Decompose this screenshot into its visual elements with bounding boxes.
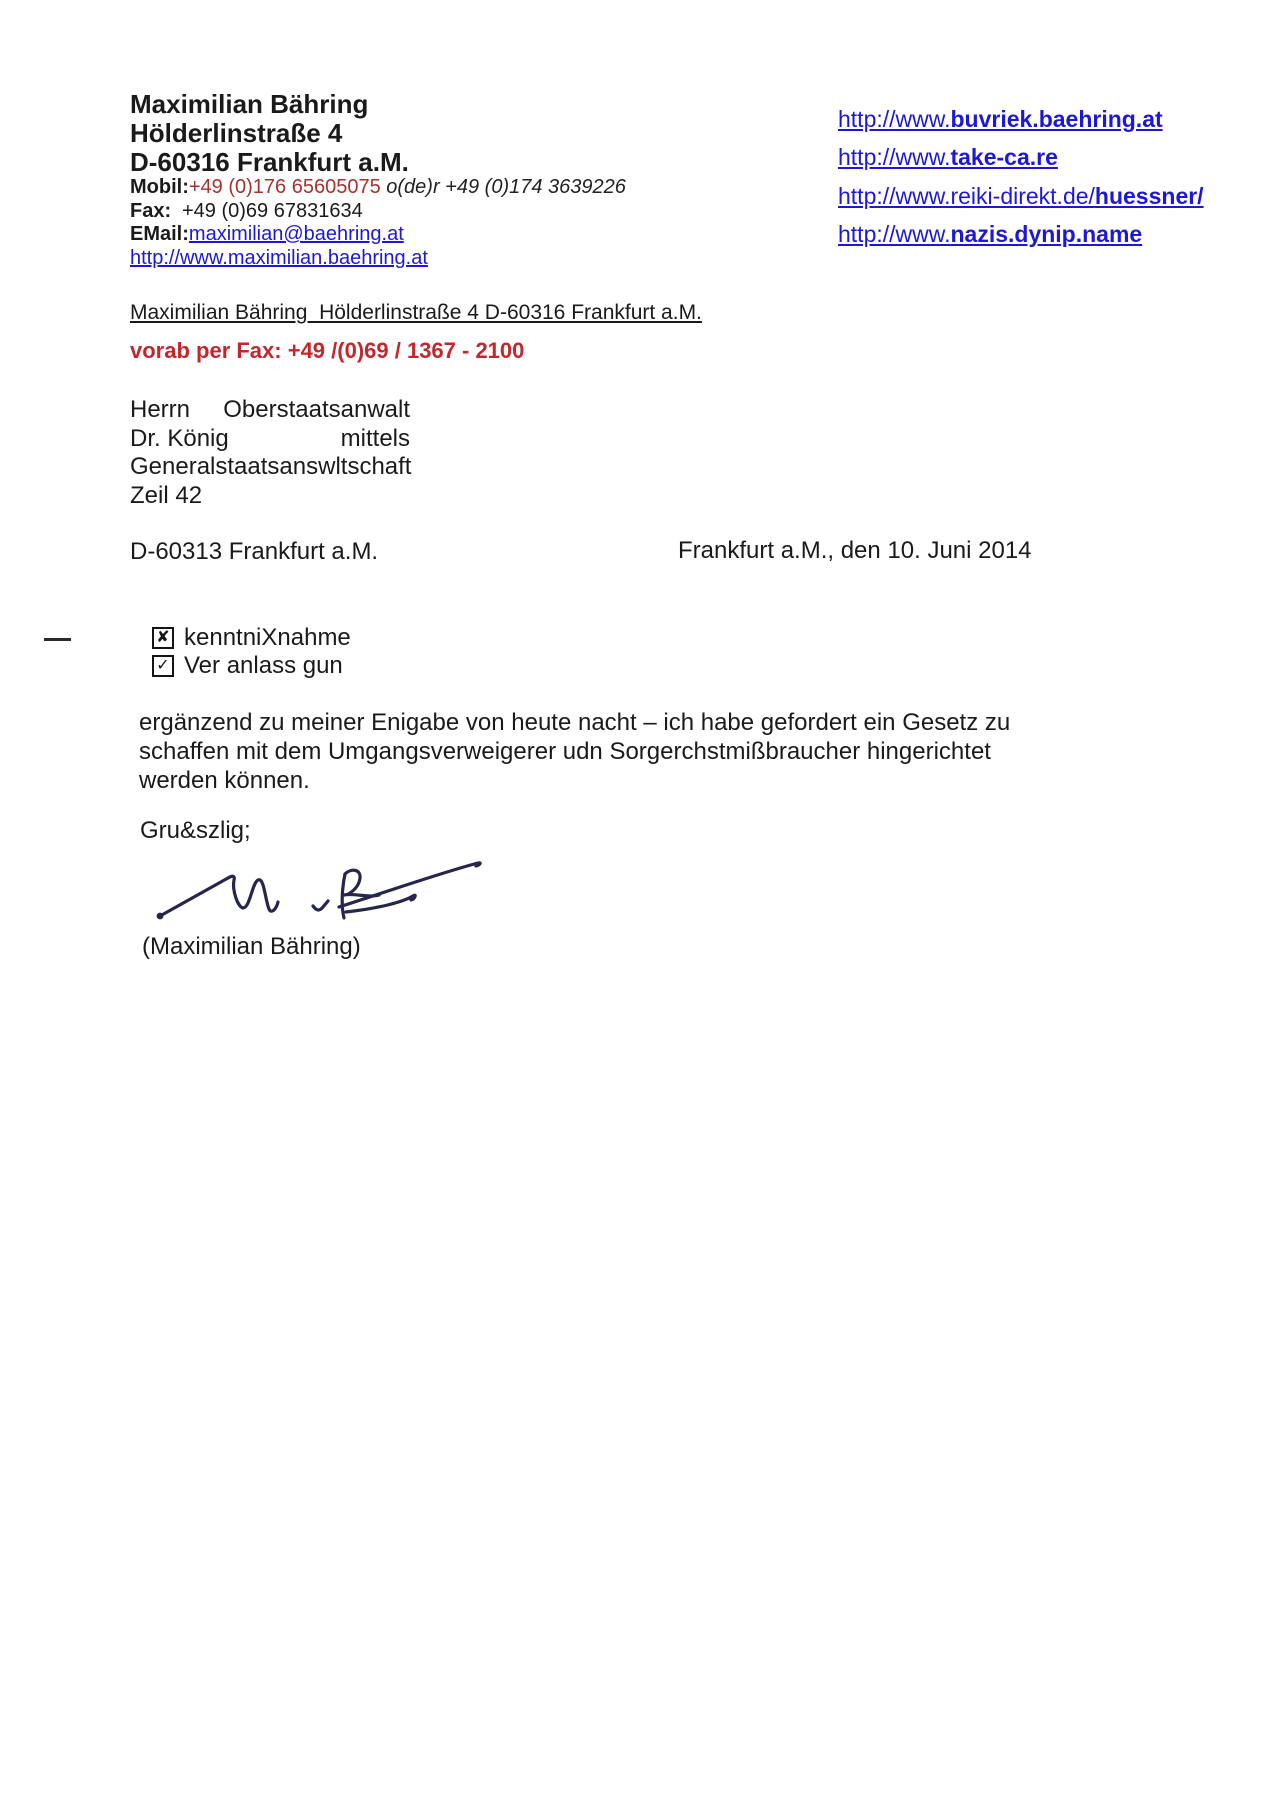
signature-printed-name: (Maximilian Bähring) <box>142 933 361 960</box>
letterhead-contact-block <box>130 176 626 270</box>
checklist-item <box>152 624 351 652</box>
weblink-domain: take-ca.re <box>950 144 1058 171</box>
recipient-line <box>130 425 410 454</box>
weblink-prefix: http://www. <box>838 106 951 132</box>
checklist-item <box>152 652 351 680</box>
weblink-prefix: http://www. <box>838 144 951 171</box>
checkbox-check-icon: ✓ <box>152 655 174 677</box>
mobil-alt-number: o(de)r +49 (0)174 3639226 <box>380 176 626 198</box>
mobil-label: Mobil: <box>130 176 189 198</box>
body-line: ergänzend zu meiner Enigabe von heute nacht – ich habe gefordert ein Gesetz zu <box>139 709 1011 736</box>
weblink-buvriek[interactable] <box>838 106 1163 132</box>
weblink-prefix: http://www.reiki-direkt.de/ <box>838 182 1095 209</box>
fax-line <box>130 200 626 224</box>
recipient-salutation: Herrn <box>130 396 191 423</box>
recipient-street: Zeil 42 <box>130 481 203 509</box>
weblink-row <box>838 100 1204 138</box>
recipient-title: Oberstaatsanwalt <box>223 396 410 423</box>
checklist-label: kenntniXnahme <box>184 624 351 651</box>
weblink-prefix: http://www. <box>838 221 951 248</box>
subject-checklist <box>152 624 351 680</box>
weblink-domain: nazis.dynip.name <box>950 221 1143 248</box>
sender-street: Hölderlinstraße 4 <box>130 118 343 148</box>
fax-label: Fax: <box>130 199 172 222</box>
weblink-nazis-dynip[interactable] <box>838 221 1142 247</box>
recipient-name: Dr. König <box>130 424 229 452</box>
recipient-line <box>130 396 410 425</box>
fax-advance-note: vorab per Fax: +49 /(0)69 / 1367 - 2100 <box>130 338 525 363</box>
homepage-line <box>130 247 626 271</box>
body-line: schaffen mit dem Umgangsverweigerer udn Sorgerchstmißbraucher hingerichtet <box>139 738 991 765</box>
email-line <box>130 223 626 247</box>
recipient-block <box>130 396 410 510</box>
sender-name: Maximilian Bähring <box>130 89 369 119</box>
sender-return-line: Maximilian Bähring Hölderlinstraße 4 D-60316 Frankfurt a.M. <box>130 301 702 324</box>
weblink-reiki-direkt[interactable] <box>838 183 1204 209</box>
body-paragraph <box>139 708 1010 795</box>
weblink-row <box>838 215 1204 253</box>
date-line: Frankfurt a.M., den 10. Juni 2014 <box>678 537 1032 564</box>
sender-city: D-60316 Frankfurt a.M. <box>130 147 409 177</box>
recipient-via: mittels <box>340 424 410 452</box>
mobil-number: +49 (0)176 65605075 <box>188 176 381 198</box>
recipient-city: D-60313 Frankfurt a.M. <box>130 538 379 565</box>
weblink-list <box>838 100 1204 254</box>
mobil-line <box>130 176 626 200</box>
checklist-label: Ver anlass gun <box>184 652 343 679</box>
weblink-domain: buvriek.baehring.at <box>950 106 1163 132</box>
weblink-row <box>838 138 1204 176</box>
email-link[interactable]: maximilian@baehring.at <box>188 223 404 245</box>
signature-image <box>148 846 493 930</box>
weblink-domain: huessner/ <box>1094 182 1204 209</box>
closing-salutation: Gru&szlig; <box>140 817 251 844</box>
email-label: EMail: <box>130 223 189 245</box>
letterhead-name-block <box>130 90 409 177</box>
homepage-link[interactable]: http://www.maximilian.baehring.at <box>130 246 428 269</box>
fold-mark <box>44 638 71 641</box>
fax-number: +49 (0)69 67831634 <box>182 199 363 222</box>
checkbox-x-icon: ✘ <box>152 627 174 649</box>
body-line: werden können. <box>139 767 310 794</box>
weblink-take-ca[interactable] <box>838 144 1058 170</box>
weblink-row <box>838 177 1204 215</box>
recipient-office: Generalstaatsanswltschaft <box>130 453 412 481</box>
